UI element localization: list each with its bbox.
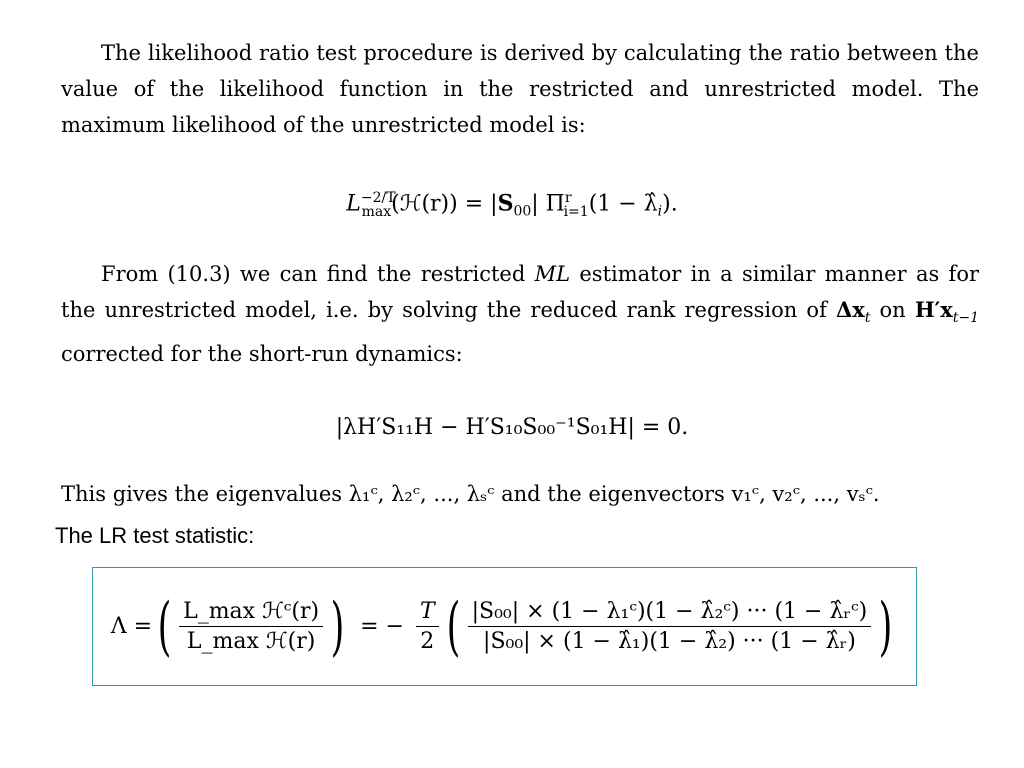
intro-paragraph <box>61 35 979 143</box>
left-paren: ( <box>157 589 172 664</box>
eq1-S: S <box>497 190 514 217</box>
eq1-i-sub: i <box>657 203 663 220</box>
para2-delta-x: Δx <box>835 297 865 322</box>
eq1-exponent: −2/T <box>360 190 396 206</box>
eigen-ratio-fraction <box>468 599 872 654</box>
para2-text-b: estimator in a similar manner as for the unrestricted model, i.e. by solving the reduced rank regression of <box>61 262 980 322</box>
eigen-denominator: |S₀₀| × (1 − λ̂₁)(1 − λ̂₂) ··· (1 − λ̂ᵣ) <box>483 629 856 654</box>
para2-text-c: corrected for the short-run dynamics: <box>61 342 463 367</box>
eq1-sub-max: max <box>361 203 392 220</box>
eq1-S-sub: 00 <box>513 203 532 220</box>
lr-ratio-numerator: L_max ℋᶜ(r) <box>179 599 323 627</box>
eq1-prod-sup: r <box>564 190 572 206</box>
eq1-prod-sub: i=1 <box>563 203 589 220</box>
para2-text-a: From (10.3) we can find the restricted <box>101 262 535 286</box>
lr-ratio-fraction <box>179 599 323 654</box>
max-likelihood-equation <box>0 190 1024 220</box>
left-paren-2: ( <box>446 589 460 664</box>
eq1-end: ). <box>662 191 678 217</box>
t-over-2-fraction <box>416 599 439 654</box>
two-denominator: 2 <box>420 629 435 654</box>
para2-t-sub: t <box>864 310 871 327</box>
eigenvalues-paragraph: This gives the eigenvalues λ₁ᶜ, λ₂ᶜ, ..., λₛᶜ and the eigenvectors v₁ᶜ, v₂ᶜ, ..., vₛᶜ. <box>61 482 880 506</box>
eq1-L: L <box>346 191 361 217</box>
para2-ml: ML <box>534 262 571 286</box>
para2-on: on <box>870 298 915 322</box>
eq1-lhs: (ℋ(r)) = | <box>391 191 498 217</box>
right-paren: ) <box>330 589 345 664</box>
eq1-rhs: (1 − λ̂ <box>588 191 658 217</box>
right-paren-2: ) <box>878 589 893 664</box>
lr-ratio-denominator: L_max ℋ(r) <box>186 629 316 654</box>
lr-test-label: The LR test statistic: <box>55 523 255 548</box>
lr-lambda: Λ = <box>110 614 153 639</box>
intro-text: The likelihood ratio test procedure is derived by calculating the ratio between the value of the likelihood function in the restricted and unrestricted model. The maximum likelihood of the unrestricted model is: <box>61 41 979 137</box>
para2-hx: H′x <box>914 297 953 322</box>
reduced-rank-equation: |λH′S₁₁H − H′S₁₀S₀₀⁻¹S₀₁H| = 0. <box>335 415 689 440</box>
t-numerator: T <box>416 599 439 627</box>
lr-formula-box <box>92 567 917 686</box>
eigen-numerator: |S₀₀| × (1 − λ₁ᶜ)(1 − λ̂₂ᶜ) ··· (1 − λ̂ᵣᶜ) <box>468 599 872 627</box>
para2-t1-sub: t−1 <box>952 310 979 327</box>
eq1-product: | Π <box>531 191 565 217</box>
lr-equals: = − <box>360 614 404 639</box>
restricted-estimator-paragraph <box>61 256 979 372</box>
